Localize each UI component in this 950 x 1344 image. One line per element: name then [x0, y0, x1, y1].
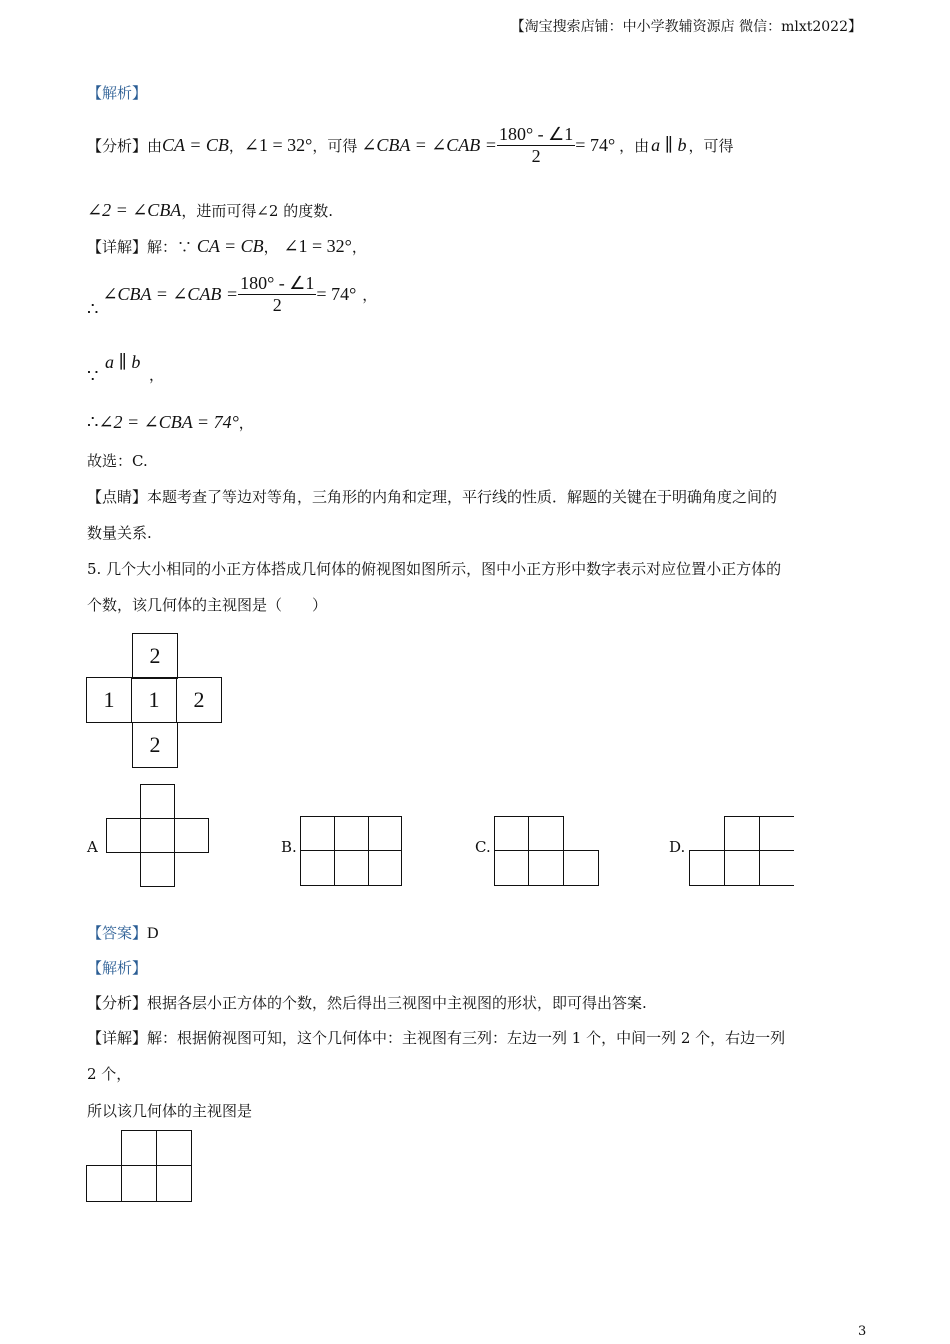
- eq-result: = 74°: [575, 134, 616, 155]
- page-number: 3: [858, 1324, 867, 1339]
- step1-denominator: 2: [272, 294, 282, 315]
- analysis-heading: 【解析】: [87, 84, 148, 102]
- analysis-label: 【分析】: [87, 994, 148, 1012]
- comment-label: 【点睛】: [87, 488, 148, 506]
- grid-cell-right: 2: [176, 677, 222, 723]
- q4-analysis-line: [87, 115, 734, 175]
- page-header: 【淘宝搜索店铺：中小学教辅资源店 微信：mlxt2022】: [510, 19, 862, 35]
- step1-fraction: [238, 273, 316, 316]
- therefore-symbol: ∴: [87, 299, 99, 320]
- figure-cell: [121, 1130, 157, 1166]
- answer-line: [87, 922, 159, 943]
- detail-angle: ∠1 = 32°: [283, 236, 352, 256]
- figure-cell: [528, 850, 564, 886]
- q5-stem-line1: 5. 几个大小相同的小正方体搭成几何体的俯视图如图所示，图中小正方形中数字表示对应位置小正方体的: [87, 560, 782, 578]
- analysis-label: 【分析】: [87, 136, 148, 155]
- detail-text: 解：∵: [147, 238, 193, 256]
- step1-numerator: 180° - ∠1: [240, 272, 315, 293]
- figure-cell: [300, 850, 335, 886]
- option-a-label[interactable]: A: [87, 838, 98, 856]
- q5-detail-line2: 2 个，: [87, 1065, 132, 1083]
- text-you: ，由: [619, 136, 650, 155]
- figure-cell: [106, 818, 141, 853]
- figure-cell: [528, 816, 564, 851]
- analysis-text: 由: [147, 136, 163, 155]
- figure-cell: [494, 816, 529, 851]
- option-c-label[interactable]: C.: [475, 838, 491, 856]
- fraction: [497, 124, 575, 167]
- figure-cell: [724, 850, 760, 886]
- detail-label: 【详解】: [87, 238, 148, 256]
- figure-cell: [724, 816, 760, 851]
- angle1-value: ∠1 = 32°: [243, 134, 313, 155]
- figure-cell: [121, 1165, 157, 1202]
- grid-cell-left: 1: [86, 677, 132, 723]
- text-kede: ，可得: [312, 136, 358, 155]
- figure-cell: [156, 1165, 192, 1202]
- figure-cell: [140, 818, 175, 853]
- figure-cell: [300, 816, 335, 851]
- analysis-line2-text: ，进而可得∠2 的度数.: [181, 202, 333, 220]
- detail-label: 【详解】: [87, 1029, 148, 1047]
- figure-cell: [156, 1130, 192, 1166]
- q5-detail-line1: [87, 1027, 785, 1048]
- step1-rhs: = 74°: [316, 283, 357, 304]
- eq-cba-cab: ∠CBA = ∠CAB =: [361, 134, 497, 155]
- figure-cell: [334, 816, 369, 851]
- because-symbol: ∵: [87, 366, 99, 387]
- parallel-ab: a ∥ b: [651, 134, 687, 155]
- figure-cell: [334, 850, 369, 886]
- analysis-heading: 【解析】: [87, 959, 148, 977]
- text-kede2: ，可得: [688, 136, 734, 155]
- q5-stem-line2: 个数，该几何体的主视图是（ ）: [87, 596, 328, 614]
- step3-eq: ∠2 = ∠CBA = 74°: [98, 412, 239, 432]
- figure-cell: [759, 850, 794, 886]
- figure-cell: [368, 850, 402, 886]
- grid-cell-top: 2: [132, 633, 178, 679]
- q4-analysis-line2: [87, 200, 333, 221]
- q4-detail-line: [87, 236, 367, 257]
- grid-cell-bottom: 2: [132, 722, 178, 768]
- option-b-label[interactable]: B.: [281, 838, 297, 856]
- figure-cell: [140, 784, 175, 819]
- figure-cell: [368, 816, 402, 851]
- figure-cell: [140, 852, 175, 887]
- answer-value: D: [147, 925, 159, 942]
- q5-conclusion: 所以该几何体的主视图是: [87, 1102, 253, 1120]
- comma: ，: [263, 238, 279, 256]
- figure-cell: [759, 816, 794, 851]
- figure-cell: [494, 850, 529, 886]
- q4-comment-line2: 数量关系.: [87, 524, 152, 542]
- q4-comment-line1: [87, 486, 777, 507]
- comma: ，: [238, 414, 254, 432]
- answer-label: 【答案】: [87, 924, 148, 942]
- comma: ，: [362, 285, 378, 304]
- fraction-numerator: 180° - ∠1: [498, 123, 574, 144]
- q4-step3: [87, 412, 254, 433]
- fraction-denominator: 2: [531, 145, 541, 166]
- comma: ，: [149, 366, 165, 384]
- figure-cell: [689, 850, 725, 886]
- step1-lhs: ∠CBA = ∠CAB =: [102, 283, 239, 304]
- detail-eq: CA = CB: [196, 236, 264, 256]
- comma: ，: [351, 238, 367, 256]
- q5-analysis-line: [87, 992, 647, 1013]
- eq-angle2: ∠2 = ∠CBA: [87, 200, 182, 220]
- q4-step1: [87, 268, 377, 320]
- step2-parallel: a ∥ b: [105, 352, 141, 372]
- therefore-symbol: ∴: [87, 412, 99, 433]
- comma: ，: [228, 136, 244, 155]
- figure-cell: [86, 1165, 122, 1202]
- analysis-text: 根据各层小正方体的个数，然后得出三视图中主视图的形状，即可得出答案.: [147, 994, 647, 1012]
- option-d-label[interactable]: D.: [669, 838, 686, 856]
- grid-cell-center: 1: [131, 677, 177, 723]
- detail-text: 解：根据俯视图可知，这个几何体中：主视图有三列：左边一列 1 个，中间一列 2 个，右边一列: [147, 1029, 786, 1047]
- figure-cell: [563, 850, 599, 886]
- q4-choice: 故选：C.: [87, 452, 148, 470]
- figure-cell: [174, 818, 209, 853]
- comment-text: 本题考查了等边对等角，三角形的内角和定理，平行线的性质．解题的关键在于明确角度之间的: [147, 488, 778, 506]
- eq-ca-cb: CA = CB: [162, 134, 229, 155]
